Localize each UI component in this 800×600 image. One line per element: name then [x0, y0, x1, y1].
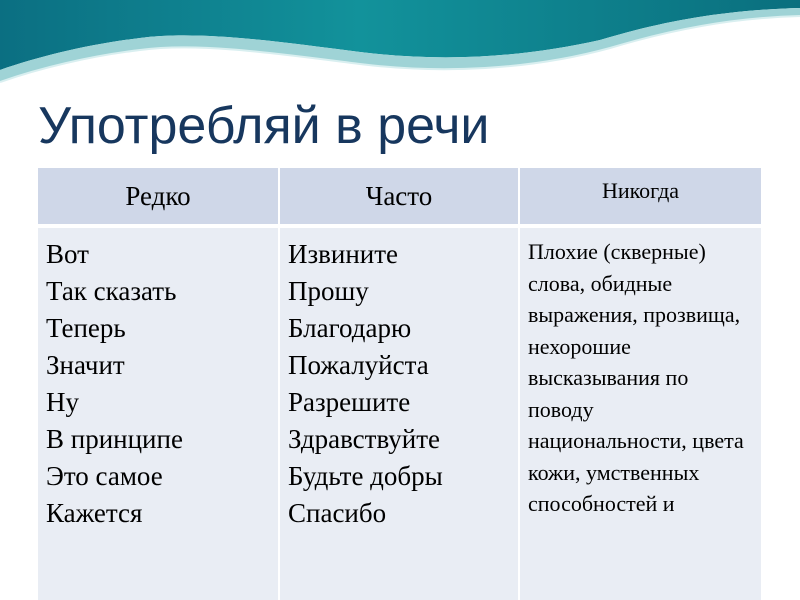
header-often: Часто — [279, 168, 519, 226]
often-list — [288, 236, 510, 532]
list-item: Прошу — [288, 276, 369, 306]
phrase-usage-table — [38, 168, 761, 600]
list-item: Так сказать — [46, 276, 177, 306]
cell-never — [519, 226, 761, 600]
list-item: Здравствуйте — [288, 424, 441, 454]
list-item: Пожалуйста — [288, 350, 429, 380]
list-item: Это самое — [46, 461, 163, 491]
list-item: Благодарю — [288, 313, 412, 343]
table-header-row — [38, 168, 761, 226]
list-item: Ну — [46, 387, 79, 417]
header-never: Никогда — [519, 168, 761, 226]
never-description: Плохие (скверные) слова, обидные выражения, прозвища, нехорошие высказывания по поводу национальности, цвета кожи, умственных способностей и — [528, 239, 744, 516]
list-item: Будьте добры — [288, 461, 443, 491]
cell-often — [279, 226, 519, 600]
cell-rarely — [38, 226, 279, 600]
list-item: Кажется — [46, 498, 143, 528]
slide-title: Употребляй в речи — [38, 97, 490, 155]
header-rarely: Редко — [38, 168, 279, 226]
rarely-list — [46, 236, 270, 532]
list-item: Теперь — [46, 313, 126, 343]
list-item: Разрешите — [288, 387, 411, 417]
list-item: Извините — [288, 239, 399, 269]
table-body-row — [38, 226, 761, 600]
list-item: Вот — [46, 239, 89, 269]
list-item: Значит — [46, 350, 125, 380]
list-item: В принципе — [46, 424, 183, 454]
wave-header-decoration — [0, 0, 800, 92]
list-item: Спасибо — [288, 498, 387, 528]
